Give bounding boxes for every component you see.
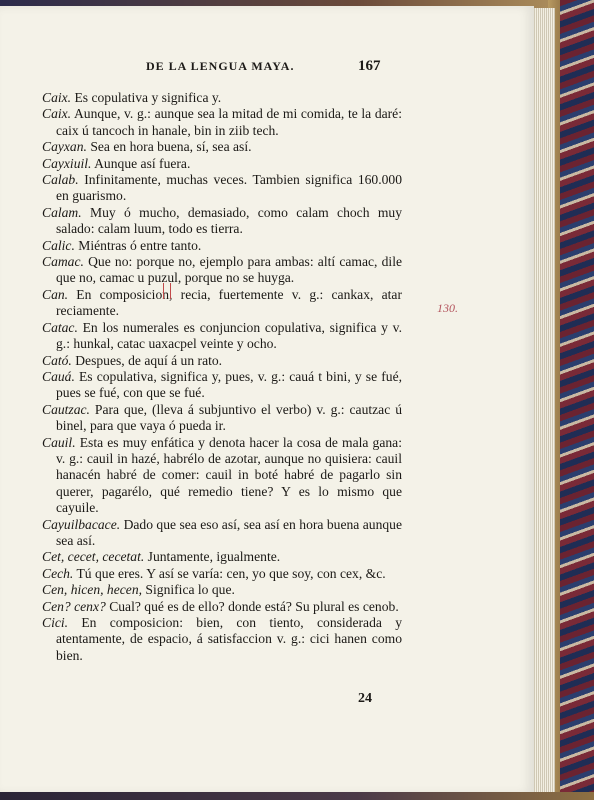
entry-definition: Aunque así fuera. [91,155,191,171]
entry-headword: Cautzac. [42,401,90,417]
entry-headword: Cen, hicen, hecen, [42,582,143,598]
entry-headword: Cayxan. [42,139,87,155]
entry-definition: Tú que eres. Y así se varía: cen, yo que soy, con cex, &c. [73,565,386,581]
entry-headword: Cech. [42,565,74,581]
dictionary-entry [42,402,402,435]
dictionary-entry [42,369,402,402]
entry-headword: Calam. [42,204,82,220]
running-head: DE LA LENGUA MAYA. [146,59,295,73]
entry-headword: Catac. [42,319,78,335]
entry-headword: Can. [42,286,69,302]
dictionary-entry [42,106,402,139]
dictionary-entry [42,517,402,550]
dictionary-entry [42,254,402,287]
entry-definition: En composicion: bien, con tiento, considerada y atentamente, de espacio, á satisfaccion v. g.: cici hanen como bien. [56,615,402,663]
dictionary-entry [42,90,402,106]
entry-headword: Caix. [42,90,72,105]
entry-definition: Despues, de aquí á un rato. [71,352,223,368]
dictionary-entry [42,172,402,205]
entry-definition: Miéntras ó entre tanto. [74,237,202,253]
entry-headword: Cen? cenx? [42,598,106,614]
dictionary-entry [42,353,402,369]
dictionary-entry [42,582,402,598]
entry-headword: Cauá. [42,368,75,384]
red-pencil-mark [163,283,171,299]
dictionary-entry [42,238,402,254]
dictionary-entry [42,320,402,353]
entry-headword: Cayuilbacace. [42,516,121,532]
entry-definition: Muy ó mucho, demasiado, como calam choch muy salado: calam luum, todo es tierra. [56,204,402,237]
bottom-edge [0,792,594,800]
entry-headword: Caix. [42,106,72,122]
entry-headword: Cet, cecet, cecetat. [42,549,145,565]
entry-headword: Cauil. [42,434,76,450]
entry-definition: Es copulativa y significa y. [71,90,222,105]
entry-definition: Esta es muy enfática y denota hacer la cosa de mala gana: v. g.: cauil in hazé, habrélo de azotar, aunque no quisiera: cauil hanacén habré de comer: cauil in boté habré de pagarlo sin querer, pagarélo, qué remedio tiene? Y es lo mismo que cayuile. [56,434,402,516]
dictionary-entry [42,615,402,664]
dictionary-entry [42,287,402,320]
entry-headword: Calic. [42,237,75,253]
entry-definition: Para que, (lleva á subjuntivo el verbo) v. g.: cautzac ú binel, para que vaya ó pueda ir. [56,401,402,434]
entry-definition: Sea en hora buena, sí, sea así. [86,139,252,155]
entry-definition: Juntamente, igualmente. [144,549,281,565]
entry-definition: Es copulativa, significa y, pues, v. g.: cauá t bini, y se fué, pues se fué, con que se fué. [56,368,402,401]
entry-definition: Significa lo que. [142,582,235,598]
margin-note: 130. [437,301,458,315]
page-number: 167 [358,58,381,74]
dictionary-entry [42,566,402,582]
signature-mark: 24 [358,691,372,706]
dictionary-entries [42,90,402,664]
entry-definition: Dado que sea eso así, sea así en hora buena aunque sea así. [56,516,402,548]
marbled-endpaper [560,0,594,800]
entry-definition: Aunque, v. g.: aunque sea la mitad de mi comida, te la daré: caix ú tancoch in hanale, bin in ziib tech. [56,106,402,138]
dictionary-entry [42,139,402,155]
dictionary-entry [42,205,402,238]
entry-definition: En los numerales es conjuncion copulativa, significa y v. g.: hunkal, catac uaxacpel veinte y ocho. [56,319,402,352]
entry-definition: Cual? qué es de ello? donde está? Su plural es cenob. [105,598,399,614]
dictionary-entry [42,549,402,565]
entry-definition: Que no: porque no, ejemplo para ambas: altí camac, dile que no, camac u puzul, porque no se huyga. [56,254,402,286]
entry-headword: Camac. [42,254,84,270]
entry-headword: Cici. [42,615,69,630]
dictionary-entry [42,156,402,172]
dictionary-entry [42,599,402,615]
entry-definition: Infinitamente, muchas veces. Tambien significa 160.000 en guarismo. [56,172,402,204]
entry-definition: En composicion, recia, fuertemente v. g.: cankax, atar reciamente. [56,286,402,319]
entry-headword: Cayxiuil. [42,155,92,171]
entry-headword: Calab. [42,172,79,188]
dictionary-entry [42,435,402,517]
entry-headword: Cató. [42,352,72,368]
